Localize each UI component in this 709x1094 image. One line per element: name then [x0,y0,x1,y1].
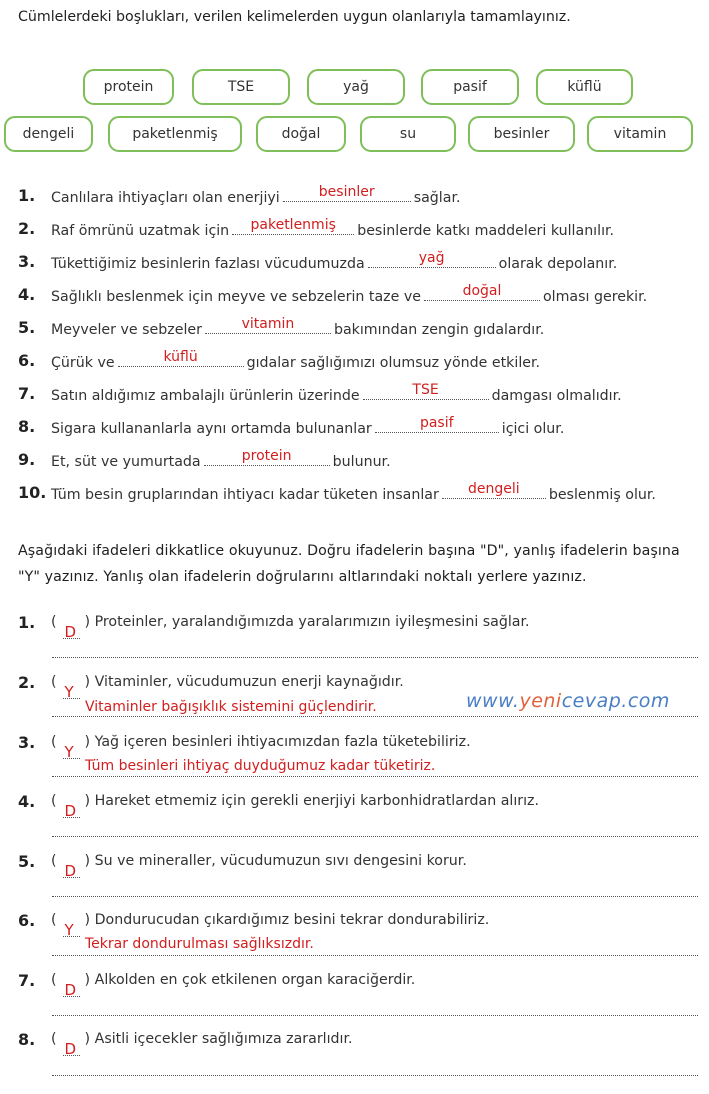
tf-item: 5. ( D ) Su ve mineraller, vücudumuzun sıvı dengesini korur. [18,852,467,880]
word-chip: TSE [192,69,290,105]
word-chip: pasif [421,69,519,105]
fill-item: 6. Çürük ve küflü gıdalar sağlığımızı olumsuz yönde etkiler. [18,349,541,371]
fill-item: 9. Et, süt ve yumurtada protein bulunur. [18,448,391,470]
tf-item: 6. ( Y ) Dondurucudan çıkardığımız besini tekrar dondurabiliriz. [18,911,490,939]
word-chip: doğal [256,116,346,152]
word-chip: vitamin [587,116,693,152]
tf-item: 4. ( D ) Hareket etmemiz için gerekli enerjiyi karbonhidratlardan alırız. [18,792,540,820]
word-chip: su [360,116,456,152]
watermark: www.yenicevap.com [466,690,670,712]
correction-line[interactable] [52,896,698,897]
word-chip: protein [83,69,174,105]
correction-text: Vitaminler bağışıklık sistemini güçlendirir. [85,699,377,715]
correction-line[interactable] [52,716,698,717]
fill-item: 3. Tükettiğimiz besinlerin fazlası vücudumuzda yağ olarak depolanır. [18,250,618,272]
correction-text: Tüm besinleri ihtiyaç duyduğumuz kadar tüketiriz. [85,758,436,774]
answer-blank[interactable]: vitamin [205,319,331,334]
word-chip: küflü [536,69,633,105]
fill-item: 7. Satın aldığımız ambalajlı ürünlerin üzerinde TSE damgası olmalıdır. [18,382,622,404]
tf-item: 1. ( D ) Proteinler, yaralandığımızda yaralarımızın iyileşmesini sağlar. [18,613,530,641]
fill-item: 2. Raf ömrünü uzatmak için paketlenmiş besinlerde katkı maddeleri kullanılır. [18,217,615,239]
correction-line[interactable] [52,1075,698,1076]
tf-item: 7. ( D ) Alkolden en çok etkilenen organ karaciğerdir. [18,971,416,999]
word-chip: besinler [468,116,575,152]
correction-line[interactable] [52,955,698,956]
answer-blank[interactable]: protein [204,451,330,466]
answer-blank[interactable]: dengeli [442,484,546,499]
answer-blank[interactable]: pasif [375,418,499,433]
fill-item: 5. Meyveler ve sebzeler vitamin bakımından zengin gıdalardır. [18,316,545,338]
tf-item: 3. ( Y ) Yağ içeren besinleri ihtiyacımızdan fazla tüketebiliriz. [18,733,471,761]
answer-blank[interactable]: doğal [424,286,540,301]
section2-instruction: Aşağıdaki ifadeleri dikkatlice okuyunuz. Doğru ifadelerin başına "D", yanlış ifadelerin başına "Y" yazınız. Yanlış olan ifadelerin doğrularını altlarındaki noktalı yerlere yazınız. [18,543,680,585]
correction-line[interactable] [52,1015,698,1016]
correction-line[interactable] [52,657,698,658]
fill-item: 10. Tüm besin gruplarından ihtiyacı kadar tüketen insanlar dengeli beslenmiş olur. [18,481,656,503]
word-chip: paketlenmiş [108,116,242,152]
tf-item: 8. ( D ) Asitli içecekler sağlığımıza zararlıdır. [18,1030,353,1058]
correction-text: Tekrar dondurulması sağlıksızdır. [85,936,314,952]
correction-line[interactable] [52,776,698,777]
answer-blank[interactable]: yağ [368,253,496,268]
fill-item: 4. Sağlıklı beslenmek için meyve ve sebzelerin taze ve doğal olması gerekir. [18,283,648,305]
correction-line[interactable] [52,836,698,837]
answer-blank[interactable]: paketlenmiş [232,220,354,235]
word-chip: dengeli [4,116,93,152]
word-chip: yağ [307,69,405,105]
fill-item: 1. Canlılara ihtiyaçları olan enerjiyi besinler sağlar. [18,184,461,206]
fill-item: 8. Sigara kullananlarla aynı ortamda bulunanlar pasif içici olur. [18,415,565,437]
answer-blank[interactable]: TSE [363,385,489,400]
answer-blank[interactable]: küflü [118,352,244,367]
tf-item: 2. ( Y ) Vitaminler, vücudumuzun enerji kaynağıdır. [18,673,404,701]
answer-blank[interactable]: besinler [283,187,411,202]
section1-instruction: Cümlelerdeki boşlukları, verilen kelimelerden uygun olanlarıyla tamamlayınız. [18,9,571,25]
